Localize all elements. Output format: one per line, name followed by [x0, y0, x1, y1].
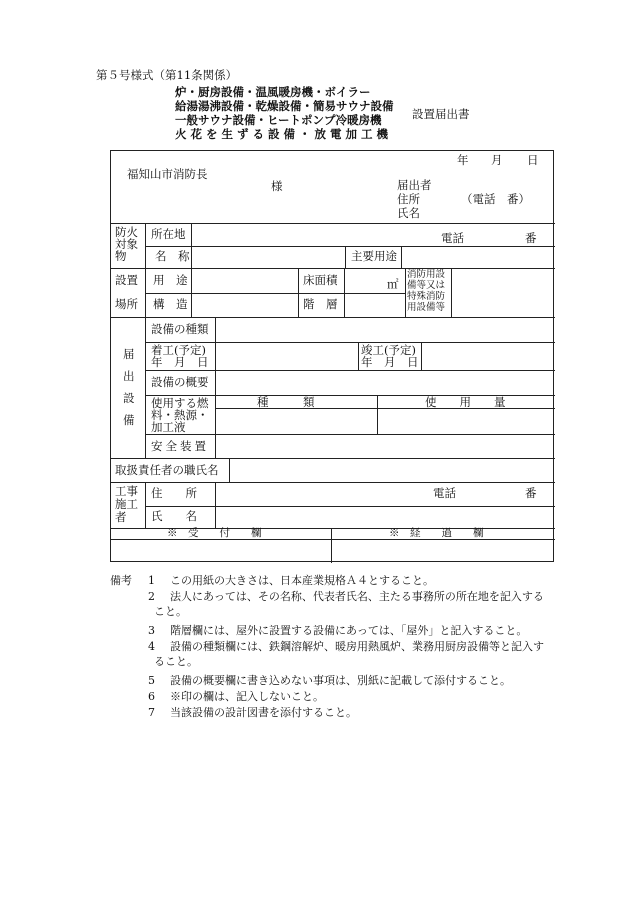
start-label-1: 着工(予定) [151, 343, 206, 357]
progress-header: ※ 経 過 欄 [389, 527, 484, 539]
equipment-label-4: 備 [123, 413, 135, 427]
installation-label-1: 設置 [115, 273, 138, 287]
col-line [229, 458, 230, 482]
fire-equipment-label-3: 特殊消防 [407, 291, 446, 302]
fire-equipment-label-4: 用設備等 [407, 302, 446, 313]
col-line [405, 268, 406, 317]
row-line [111, 268, 555, 269]
main-use-label: 主要用途 [351, 249, 397, 263]
note-text: 設備の種類欄には、鉄鋼溶解炉、暖房用熱風炉、業務用厨房設備等と記入す [170, 640, 544, 653]
col-line [377, 395, 378, 434]
date-day: 日 [527, 153, 539, 167]
note-text: 法人にあっては、その名称、代表者氏名、主たる事務所の所在地を記入する [170, 590, 544, 603]
contractor-label-1: 工事 [115, 484, 138, 498]
addressee: 福知山市消防長 [127, 167, 208, 181]
note-text: この用紙の大きさは、日本産業規格Ａ４とすること。 [170, 574, 434, 587]
reception-header: ※ 受 付 欄 [167, 527, 262, 539]
col-line [358, 342, 359, 370]
applicant-address-label: 住所 [397, 192, 420, 206]
col-line [345, 246, 346, 268]
title-line-2: 給湯湯沸設備・乾燥設備・簡易サウナ設備 [175, 99, 394, 113]
row-line [111, 317, 555, 318]
note-text-continued: ること。 [154, 655, 198, 668]
fire-equipment-label-2: 備等又は [407, 280, 446, 291]
honorific: 様 [271, 179, 283, 193]
note-number: 1 [148, 574, 155, 587]
note-number: 6 [148, 690, 155, 703]
manager-label: 取扱責任者の職氏名 [115, 463, 219, 477]
equipment-label-2: 出 [123, 369, 135, 383]
row-line [111, 539, 555, 540]
applicant-label: 届出者 [397, 178, 432, 192]
note-number: 7 [148, 706, 155, 719]
structure-label: 構 造 [153, 297, 188, 311]
note-number: 4 [148, 640, 155, 653]
name-label: 名 称 [155, 249, 190, 263]
col-line [145, 482, 146, 528]
row-line [145, 370, 555, 371]
done-label-2: 年 月 日 [361, 355, 419, 369]
equipment-label-3: 設 [123, 391, 135, 405]
contractor-label-2: 施工 [115, 497, 138, 511]
col-line [215, 482, 216, 528]
col-line [215, 317, 216, 458]
col-line [451, 268, 452, 317]
done-label-1: 竣工(予定) [361, 343, 416, 357]
title-line-3: 一般サウナ設備・ヒートポンプ冷暖房機 [175, 113, 382, 127]
note-text: ※印の欄は、記入しないこと。 [170, 690, 324, 703]
note-text: 設備の概要欄に書き込めない事項は、別紙に記載して添付すること。 [170, 674, 511, 687]
location-label: 所在地 [151, 227, 186, 241]
row-line [111, 458, 555, 459]
col-line [191, 223, 192, 317]
fuel-label-2: 料・熱源・ [151, 408, 209, 422]
col-line [344, 268, 345, 317]
form-number: 第５号様式（第11条関係） [96, 68, 238, 82]
note-number: 2 [148, 590, 155, 603]
use-label: 用 途 [153, 273, 188, 287]
title-line-4: 火花を生ずる設備・放電加工機 [175, 127, 392, 141]
title-line-1: 炉・厨房設備・温風暖房機・ボイラー [175, 85, 371, 99]
note-text: 階層欄には、屋外に設置する設備にあっては、「屋外」と記入すること。 [170, 624, 528, 637]
col-line [331, 528, 332, 563]
col-line [145, 317, 146, 458]
note-number: 3 [148, 624, 155, 637]
contractor-label-3: 者 [115, 510, 127, 524]
location-ban-label: 番 [525, 231, 537, 245]
col-line [401, 246, 402, 268]
row-line [111, 482, 555, 483]
equipment-type-label: 設備の種類 [151, 322, 209, 336]
start-label-2: 年 月 日 [151, 355, 209, 369]
note-number: 5 [148, 674, 155, 687]
notes-label: 備考 [110, 574, 132, 587]
note-text: 当該設備の設計図書を添付すること。 [170, 706, 357, 719]
form-table [110, 150, 554, 562]
equipment-label-1: 届 [123, 347, 135, 361]
col-line [421, 342, 422, 370]
date-month: 月 [491, 153, 503, 167]
row-line [145, 342, 555, 343]
applicant-phone-label: （電話 番） [461, 192, 530, 206]
contractor-name-label: 氏 名 [151, 509, 197, 523]
fire-object-label-3: 物 [115, 249, 127, 263]
contractor-ban-label: 番 [525, 486, 537, 500]
fire-object-label-1: 防火 [115, 225, 138, 239]
installation-label-2: 場所 [115, 297, 138, 311]
col-line [145, 223, 146, 317]
date-year: 年 [457, 153, 470, 167]
row-line [145, 506, 555, 507]
row-line [145, 246, 555, 247]
contractor-phone-label: 電話 [433, 486, 456, 500]
fuel-label-3: 加工液 [151, 420, 186, 434]
applicant-name-label: 氏名 [397, 206, 420, 220]
outline-label: 設備の概要 [151, 375, 209, 389]
square-meter-unit: ㎡ [387, 277, 399, 291]
fuel-label-1: 使用する燃 [151, 396, 209, 410]
row-line [145, 293, 405, 294]
title-suffix: 設置届出書 [412, 107, 470, 121]
col-line [298, 268, 299, 317]
floor-label: 階 層 [303, 297, 338, 311]
row-line [145, 434, 555, 435]
location-phone-label: 電話 [441, 231, 464, 245]
safety-label: 安全装置 [151, 439, 209, 453]
row-line [111, 223, 555, 224]
fire-equipment-label-1: 消防用設 [407, 269, 446, 280]
kind-header: 種 類 [257, 395, 315, 409]
contractor-address-label: 住 所 [151, 486, 197, 500]
fire-object-label-2: 対象 [115, 237, 138, 251]
note-text-continued: こと。 [154, 605, 187, 618]
floor-area-label: 床面積 [303, 273, 338, 287]
amount-header: 使 用 量 [425, 395, 506, 409]
